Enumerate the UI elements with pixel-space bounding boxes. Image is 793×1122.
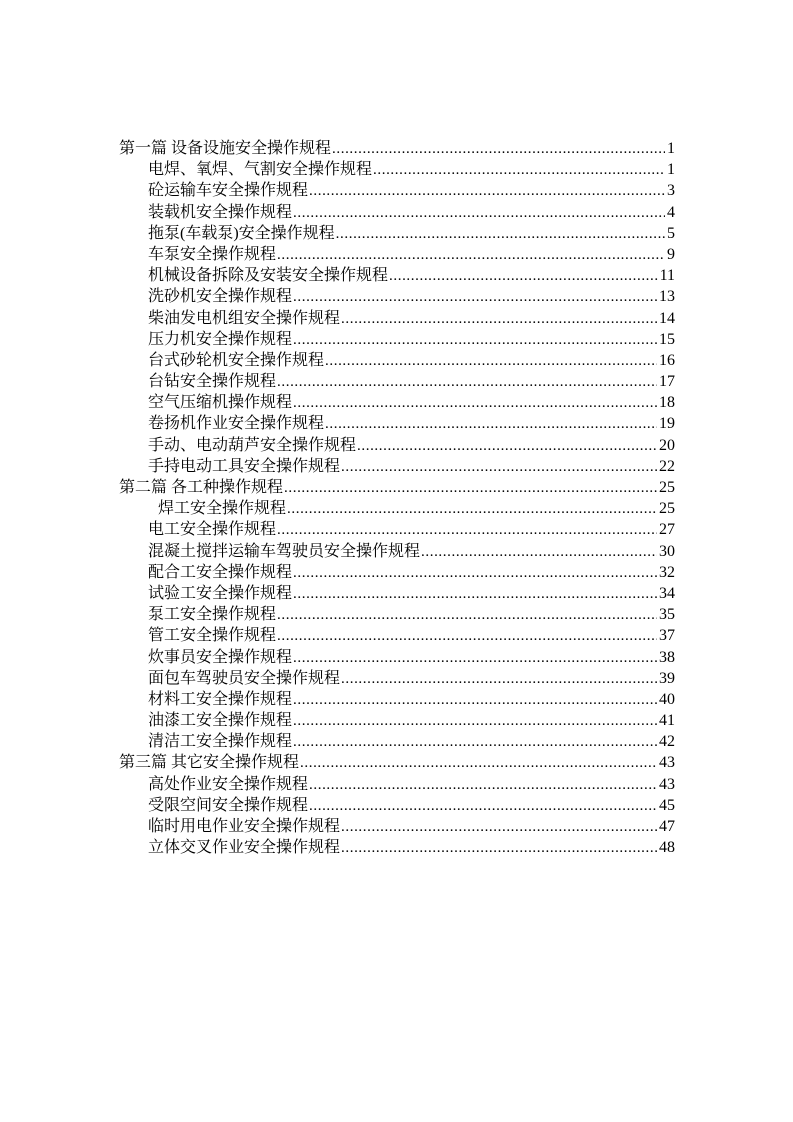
toc-entry[interactable] bbox=[119, 202, 675, 223]
toc-dot-leader bbox=[309, 774, 657, 796]
toc-page-number: 42 bbox=[659, 733, 675, 751]
toc-entry-title: 第一篇 设备设施安全操作规程 bbox=[119, 140, 332, 157]
toc-entry-title: 柴油发电机组安全操作规程 bbox=[148, 309, 341, 327]
toc-entry[interactable] bbox=[119, 519, 675, 540]
toc-entry[interactable] bbox=[119, 477, 675, 498]
table-of-contents bbox=[119, 138, 675, 858]
toc-entry-title: 洗砂机安全操作规程 bbox=[148, 288, 293, 306]
toc-page-number: 1 bbox=[667, 140, 675, 157]
toc-dot-leader bbox=[341, 816, 657, 838]
toc-entry[interactable] bbox=[119, 244, 675, 265]
toc-dot-leader bbox=[293, 647, 657, 669]
toc-dot-leader bbox=[277, 604, 657, 626]
toc-entry-title: 炊事员安全操作规程 bbox=[148, 648, 293, 666]
toc-page-number: 17 bbox=[659, 373, 675, 391]
toc-entry[interactable] bbox=[119, 625, 675, 646]
toc-entry-title: 焊工安全操作规程 bbox=[158, 500, 287, 518]
toc-entry[interactable] bbox=[119, 689, 675, 710]
toc-entry[interactable] bbox=[119, 647, 675, 668]
toc-dot-leader bbox=[389, 265, 658, 287]
toc-entry-title: 试验工安全操作规程 bbox=[148, 584, 293, 602]
toc-entry-title: 第二篇 各工种操作规程 bbox=[119, 479, 284, 496]
toc-entry-title: 拖泵(车载泵)安全操作规程 bbox=[148, 224, 335, 242]
toc-page-number: 43 bbox=[659, 775, 675, 793]
toc-page-number: 18 bbox=[659, 394, 675, 412]
toc-entry-title: 电焊、氧焊、气割安全操作规程 bbox=[148, 161, 373, 179]
toc-page-number: 47 bbox=[659, 818, 675, 835]
toc-entry[interactable] bbox=[119, 413, 675, 434]
toc-entry-title: 手持电动工具安全操作规程 bbox=[148, 457, 341, 475]
toc-page-number: 13 bbox=[659, 288, 675, 306]
toc-page-number: 20 bbox=[659, 436, 675, 454]
toc-entry[interactable] bbox=[119, 795, 675, 816]
toc-page-number: 11 bbox=[659, 267, 675, 285]
toc-page-number: 25 bbox=[659, 479, 675, 496]
toc-dot-leader bbox=[373, 159, 665, 181]
toc-dot-leader bbox=[341, 668, 657, 690]
toc-entry[interactable] bbox=[119, 456, 675, 477]
toc-entry[interactable] bbox=[119, 731, 675, 752]
toc-entry-title: 材料工安全操作规程 bbox=[148, 690, 293, 708]
toc-page-number: 39 bbox=[659, 669, 675, 687]
toc-entry[interactable] bbox=[119, 752, 675, 773]
toc-page-number: 25 bbox=[659, 500, 675, 518]
toc-page-number: 45 bbox=[659, 796, 675, 814]
toc-page-number: 16 bbox=[659, 351, 675, 369]
toc-dot-leader bbox=[277, 519, 657, 541]
toc-dot-leader bbox=[287, 498, 657, 520]
toc-page-number: 15 bbox=[659, 330, 675, 348]
toc-dot-leader bbox=[293, 689, 657, 711]
toc-entry-title: 面包车驾驶员安全操作规程 bbox=[148, 669, 341, 687]
toc-entry-title: 混凝土搅拌运输车驾驶员安全操作规程 bbox=[148, 542, 421, 560]
toc-dot-leader bbox=[309, 795, 657, 817]
toc-dot-leader bbox=[421, 541, 657, 563]
toc-dot-leader bbox=[325, 350, 657, 372]
toc-dot-leader bbox=[293, 583, 657, 605]
toc-page-number: 48 bbox=[659, 839, 675, 857]
toc-entry[interactable] bbox=[119, 816, 675, 837]
toc-entry-title: 手动、电动葫芦安全操作规程 bbox=[148, 436, 357, 454]
toc-page-number: 5 bbox=[667, 224, 675, 242]
toc-dot-leader bbox=[357, 435, 657, 457]
toc-entry[interactable] bbox=[119, 265, 675, 286]
toc-entry[interactable] bbox=[119, 604, 675, 625]
toc-entry-title: 装载机安全操作规程 bbox=[148, 203, 293, 221]
toc-dot-leader bbox=[293, 731, 657, 753]
toc-dot-leader bbox=[293, 710, 657, 732]
toc-entry-title: 管工安全操作规程 bbox=[148, 627, 277, 645]
toc-page-number: 1 bbox=[667, 161, 675, 179]
toc-dot-leader bbox=[341, 456, 657, 478]
toc-entry[interactable] bbox=[119, 180, 675, 201]
toc-entry[interactable] bbox=[119, 138, 675, 159]
toc-page-number: 34 bbox=[659, 584, 675, 602]
toc-page-number: 35 bbox=[659, 606, 675, 624]
toc-entry[interactable] bbox=[119, 837, 675, 858]
toc-entry-title: 配合工安全操作规程 bbox=[148, 563, 293, 581]
toc-entry-title: 台式砂轮机安全操作规程 bbox=[148, 351, 325, 369]
toc-dot-leader bbox=[293, 202, 665, 224]
toc-entry-title: 压力机安全操作规程 bbox=[148, 330, 293, 348]
toc-entry[interactable] bbox=[119, 774, 675, 795]
toc-page-number: 37 bbox=[659, 627, 675, 645]
toc-page-number: 38 bbox=[659, 648, 675, 666]
toc-entry-title: 高处作业安全操作规程 bbox=[148, 775, 309, 793]
toc-page-number: 30 bbox=[659, 542, 675, 560]
toc-dot-leader bbox=[300, 752, 657, 774]
toc-page-number: 41 bbox=[659, 712, 675, 730]
toc-entry[interactable] bbox=[119, 371, 675, 392]
toc-entry[interactable] bbox=[119, 668, 675, 689]
toc-entry-title: 砼运输车安全操作规程 bbox=[148, 182, 309, 200]
toc-page-number: 43 bbox=[659, 754, 675, 772]
toc-dot-leader bbox=[293, 329, 657, 351]
toc-dot-leader bbox=[284, 477, 657, 499]
toc-dot-leader bbox=[293, 286, 657, 308]
toc-page-number: 14 bbox=[659, 309, 675, 327]
toc-entry-title: 立体交叉作业安全操作规程 bbox=[148, 839, 341, 857]
toc-page-number: 27 bbox=[659, 521, 675, 539]
toc-entry[interactable] bbox=[119, 583, 675, 604]
toc-page-number: 40 bbox=[659, 690, 675, 708]
toc-entry-title: 空气压缩机操作规程 bbox=[148, 394, 293, 412]
toc-entry[interactable] bbox=[119, 710, 675, 731]
toc-entry-title: 泵工安全操作规程 bbox=[148, 606, 277, 624]
toc-dot-leader bbox=[309, 180, 665, 202]
toc-page-number: 19 bbox=[659, 415, 675, 433]
toc-dot-leader bbox=[277, 244, 665, 266]
toc-page-number: 3 bbox=[667, 182, 675, 200]
toc-entry[interactable] bbox=[119, 541, 675, 562]
toc-page-number: 9 bbox=[667, 245, 675, 263]
toc-dot-leader bbox=[293, 562, 657, 584]
toc-dot-leader bbox=[332, 138, 665, 160]
toc-page-number: 4 bbox=[667, 203, 675, 221]
toc-entry-title: 车泵安全操作规程 bbox=[148, 245, 277, 263]
toc-dot-leader bbox=[341, 308, 657, 330]
toc-entry[interactable] bbox=[119, 308, 675, 329]
toc-dot-leader bbox=[325, 413, 657, 435]
toc-entry[interactable] bbox=[119, 498, 675, 519]
toc-entry[interactable] bbox=[119, 329, 675, 350]
toc-entry[interactable] bbox=[119, 159, 675, 180]
toc-entry[interactable] bbox=[119, 562, 675, 583]
toc-entry[interactable] bbox=[119, 286, 675, 307]
toc-entry-title: 油漆工安全操作规程 bbox=[148, 712, 293, 730]
toc-entry-title: 受限空间安全操作规程 bbox=[148, 796, 309, 814]
toc-entry-title: 电工安全操作规程 bbox=[148, 521, 277, 539]
toc-entry-title: 台钻安全操作规程 bbox=[148, 373, 277, 391]
toc-dot-leader bbox=[293, 392, 657, 414]
toc-page-number: 32 bbox=[659, 563, 675, 581]
toc-entry[interactable] bbox=[119, 223, 675, 244]
toc-entry-title: 第三篇 其它安全操作规程 bbox=[119, 754, 300, 772]
toc-entry[interactable] bbox=[119, 392, 675, 413]
toc-entry-title: 临时用电作业安全操作规程 bbox=[148, 818, 341, 835]
toc-entry-title: 卷扬机作业安全操作规程 bbox=[148, 415, 325, 433]
toc-page-number: 22 bbox=[659, 457, 675, 475]
toc-dot-leader bbox=[277, 625, 657, 647]
toc-entry[interactable] bbox=[119, 350, 675, 371]
toc-entry-title: 清洁工安全操作规程 bbox=[148, 733, 293, 751]
toc-entry[interactable] bbox=[119, 435, 675, 456]
toc-dot-leader bbox=[336, 223, 665, 245]
toc-dot-leader bbox=[277, 371, 657, 393]
toc-entry-title: 机械设备拆除及安装安全操作规程 bbox=[148, 267, 389, 285]
toc-dot-leader bbox=[341, 837, 657, 859]
